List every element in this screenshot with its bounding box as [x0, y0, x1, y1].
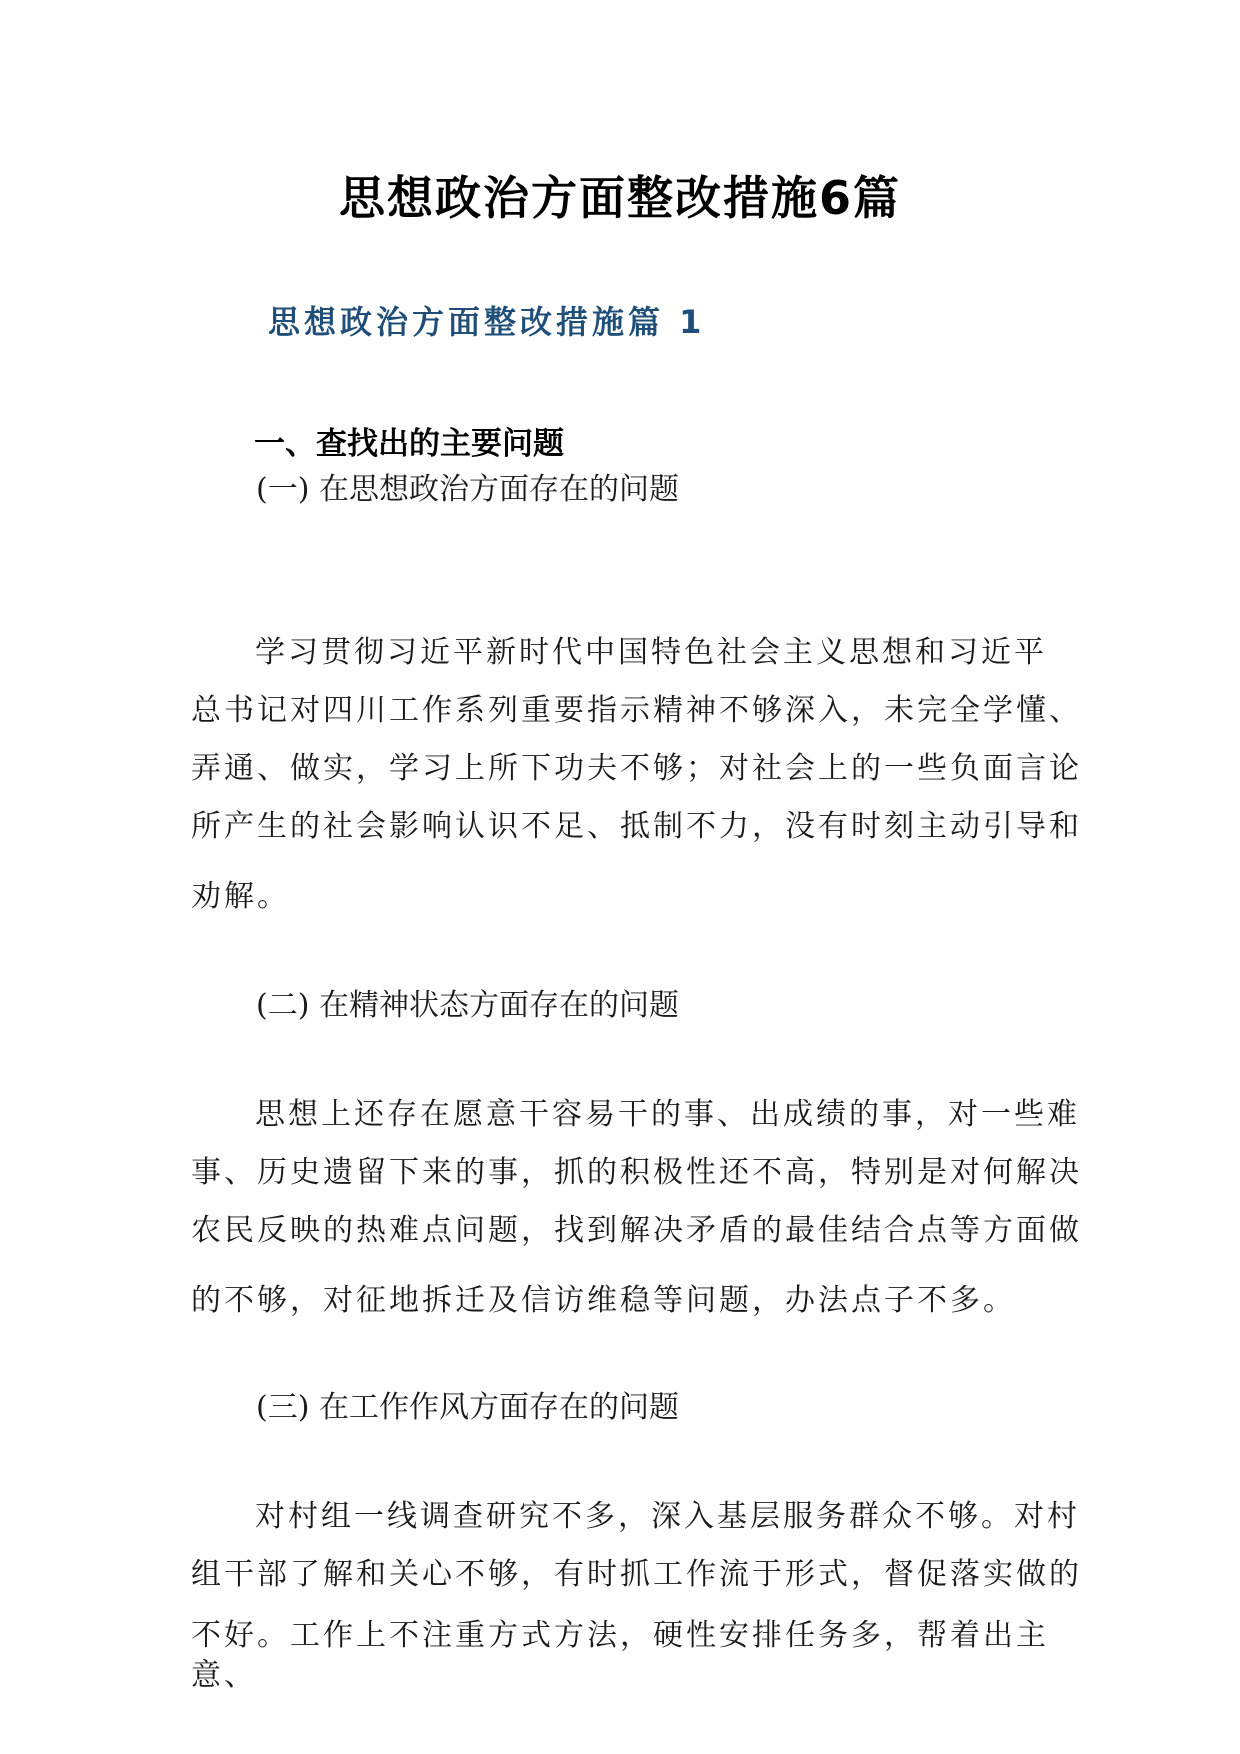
paragraph-line: 组干部了解和关心不够，有时抓工作流于形式，督促落实做的	[191, 1557, 1082, 1592]
paragraph-line: 的不够，对征地拆迁及信访维稳等问题，办法点子不多。	[191, 1283, 1016, 1318]
subsection-title: (二) 在精神状态方面存在的问题	[256, 988, 679, 1023]
paragraph-line: 所产生的社会影响认识不足、抵制不力，没有时刻主动引导和	[191, 809, 1082, 844]
paragraph	[191, 1488, 1082, 1696]
paragraph-line: 总书记对四川工作系列重要指示精神不够深入，未完全学懂、	[191, 693, 1082, 728]
paragraph-line: 农民反映的热难点问题，找到解决矛盾的最佳结合点等方面做	[191, 1213, 1082, 1248]
paragraph-line: 思想上还存在愿意干容易干的事、出成绩的事，对一些难	[255, 1097, 1080, 1132]
paragraph	[191, 624, 1082, 926]
paragraph-line: 学习贯彻习近平新时代中国特色社会主义思想和习近平	[255, 635, 1047, 670]
section-title: 思想政治方面整改措施篇 1	[268, 303, 706, 341]
paragraph-line: 对村组一线调查研究不多，深入基层服务群众不够。对村	[255, 1499, 1080, 1534]
paragraph-line: 劝解。	[191, 879, 290, 914]
paragraph-line: 弄通、做实，学习上所下功夫不够；对社会上的一些负面言论	[191, 751, 1082, 786]
paragraph-line: 事、历史遗留下来的事，抓的积极性还不高，特别是对何解决	[191, 1155, 1082, 1190]
subsection-title: (三) 在工作作风方面存在的问题	[256, 1390, 679, 1425]
document-title: 思想政治方面整改措施6篇	[338, 171, 901, 225]
paragraph	[191, 1086, 1082, 1330]
paragraph-line: 不好。工作上不注重方式方法，硬性安排任务多，帮着出主	[191, 1618, 1049, 1653]
paragraph-line: 意、	[191, 1658, 257, 1693]
subsection-title: (一) 在思想政治方面存在的问题	[256, 472, 679, 507]
main-heading: 一、查找出的主要问题	[254, 426, 564, 462]
